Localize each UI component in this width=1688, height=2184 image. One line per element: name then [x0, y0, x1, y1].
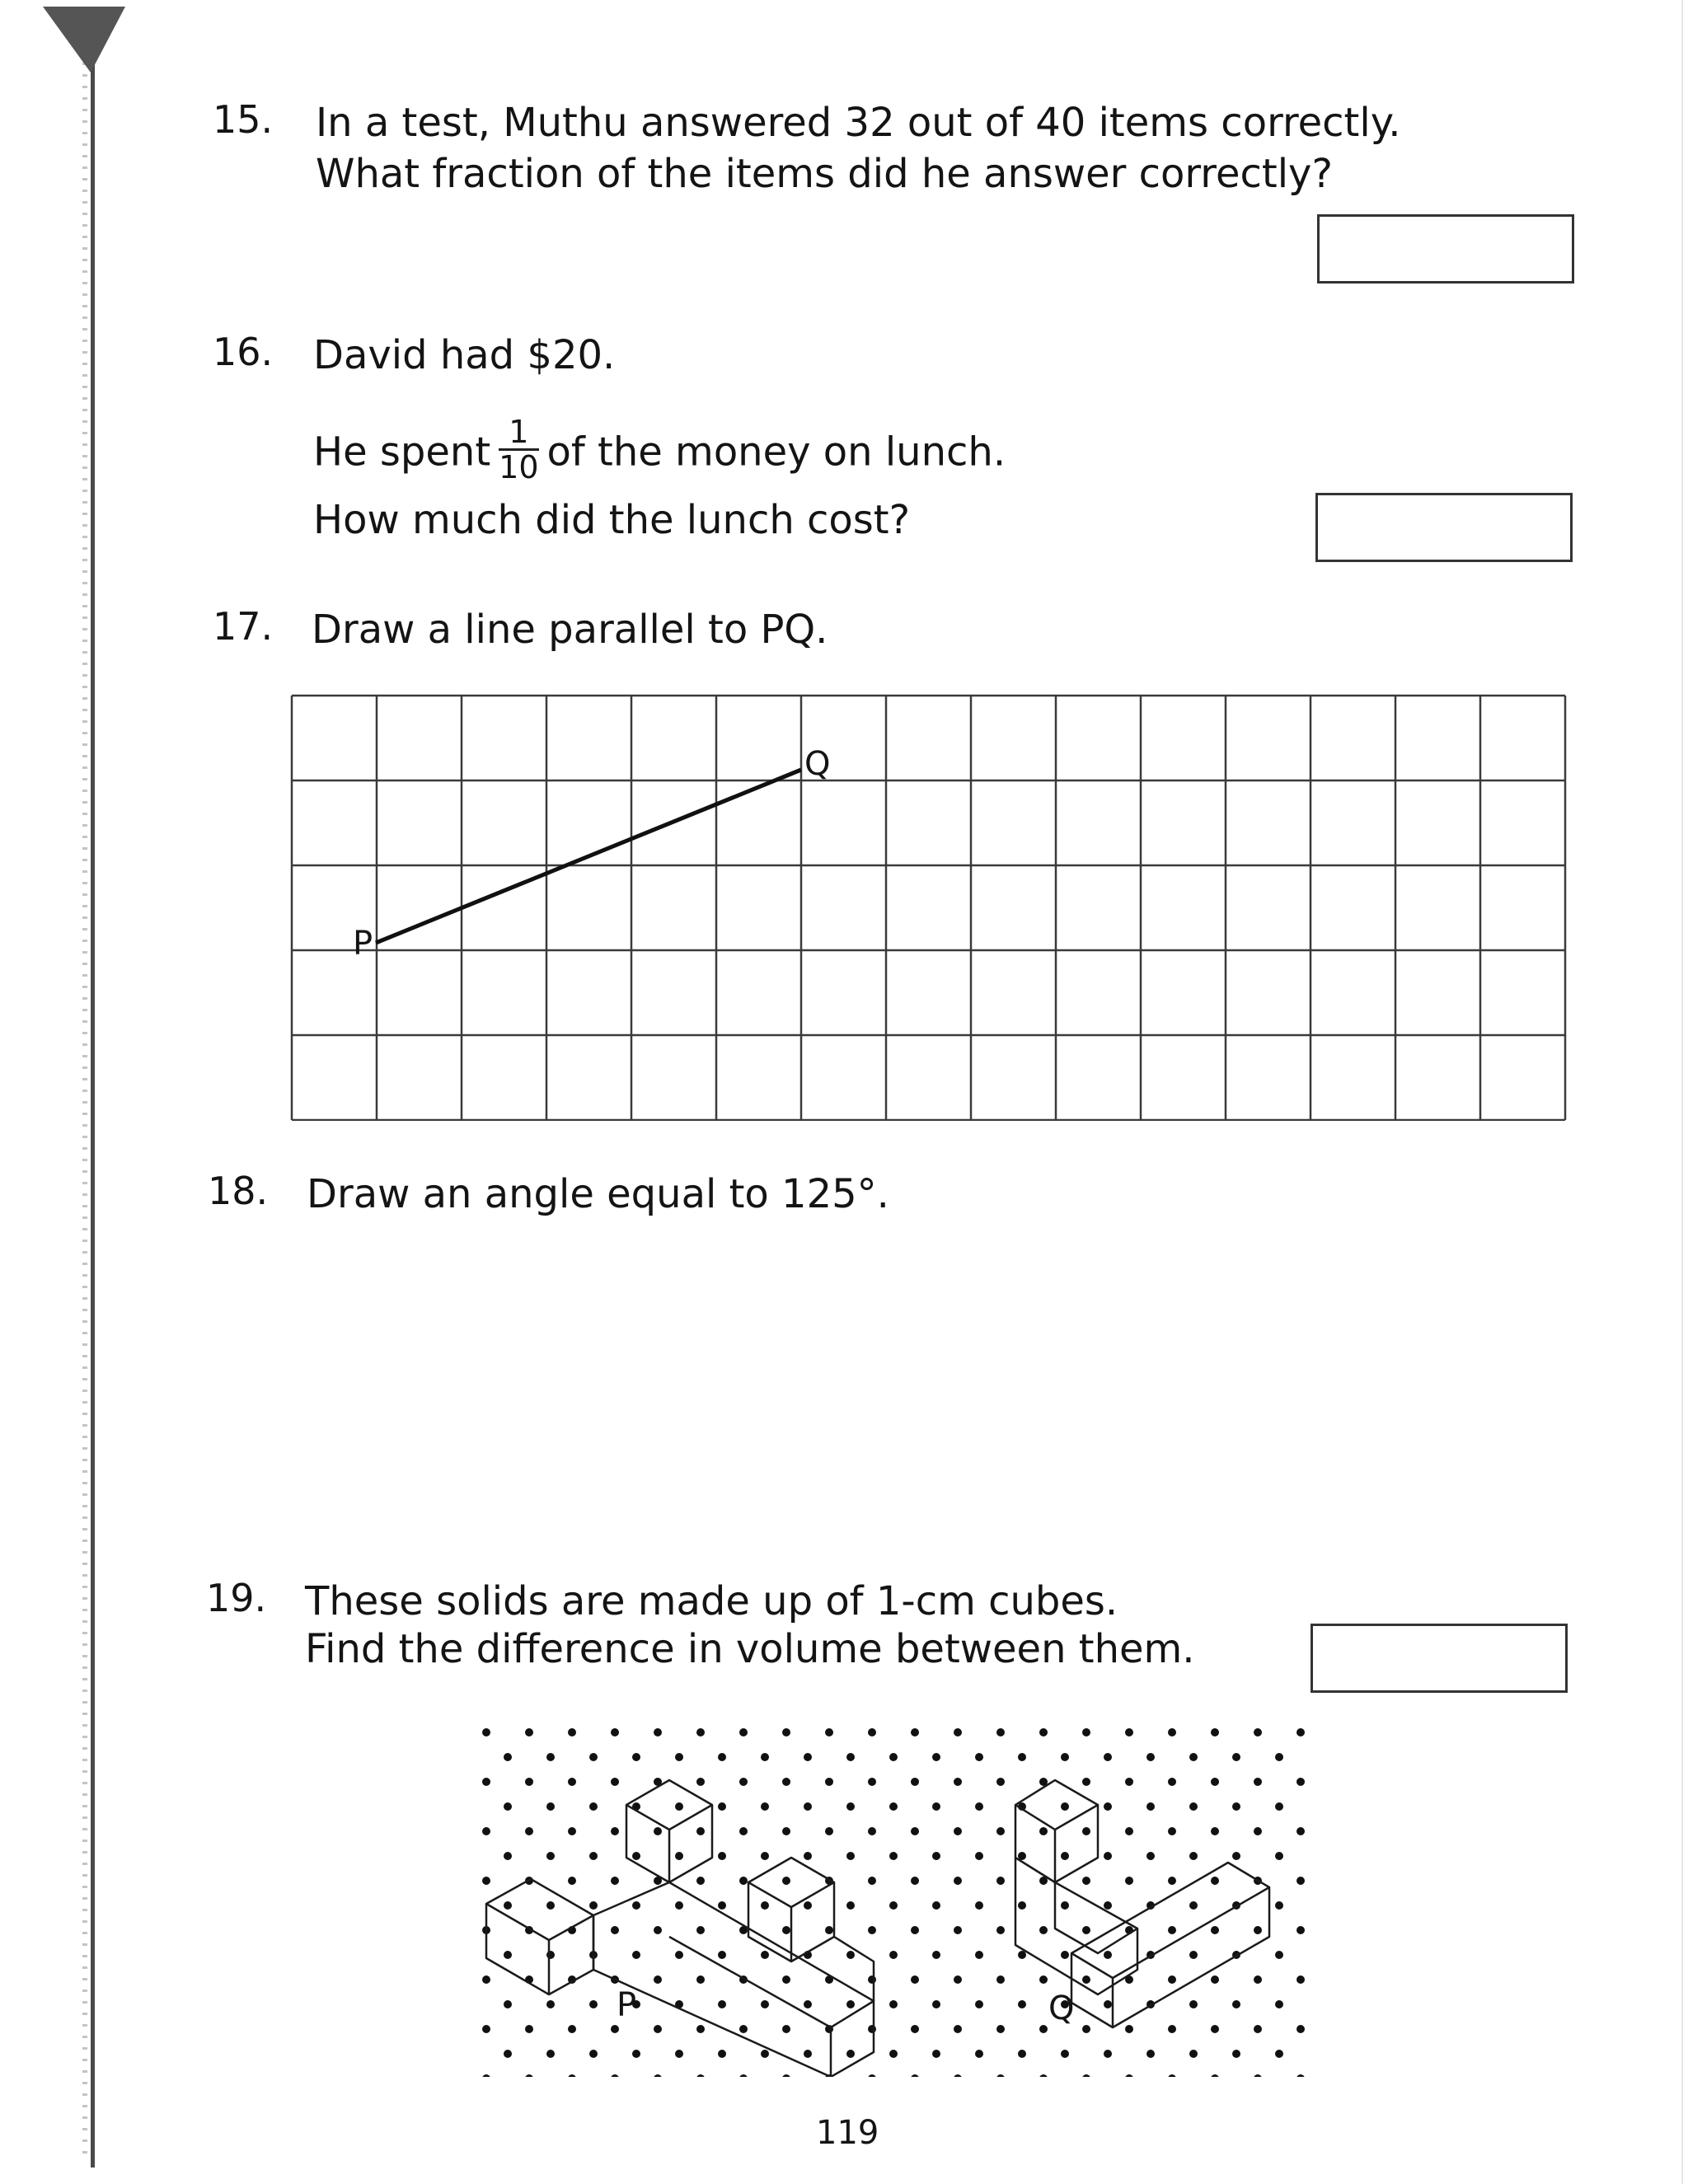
grid-dot: [1168, 1728, 1176, 1736]
grid-dot: [761, 1753, 769, 1761]
grid-dot: [1211, 1926, 1219, 1934]
grid-dot: [996, 1975, 1005, 1984]
grid-dot: [739, 1778, 748, 1786]
grid-dot: [482, 1975, 490, 1984]
spine-triangle-mark: [43, 7, 125, 73]
grid-dot: [1039, 2074, 1048, 2077]
grid-dot: [846, 1802, 855, 1811]
grid-dot: [1082, 1778, 1090, 1786]
grid-dot: [804, 2050, 812, 2058]
grid-dot: [632, 1951, 640, 1959]
grid-dot: [1082, 1728, 1090, 1736]
grid-dot: [1104, 1852, 1112, 1860]
grid-dot: [739, 1827, 748, 1835]
grid-dot: [654, 2074, 662, 2077]
question-17-line-1: Draw a line parallel to PQ.: [312, 607, 828, 653]
grid-dot: [611, 1926, 619, 1934]
grid-dot: [1104, 1753, 1112, 1761]
grid-dot: [1146, 1852, 1155, 1860]
grid-dot: [1296, 1728, 1305, 1736]
grid-dot: [546, 1753, 555, 1761]
grid-dot: [868, 1877, 876, 1885]
grid-dot: [825, 1827, 833, 1835]
grid-dot: [1296, 1877, 1305, 1885]
grid-dot: [868, 1926, 876, 1934]
point-p-label: P: [353, 925, 373, 963]
question-15-number: 15.: [213, 97, 274, 142]
grid-dot: [611, 1827, 619, 1835]
grid-dot: [1018, 2000, 1026, 2008]
grid-dot: [761, 1852, 769, 1860]
grid-dot: [482, 1827, 490, 1835]
grid-dot: [1125, 2074, 1133, 2077]
grid-dot: [1254, 1778, 1262, 1786]
grid-dot: [1168, 2074, 1176, 2077]
grid-dot: [868, 1827, 876, 1835]
grid-dot: [996, 2074, 1005, 2077]
grid-dot: [675, 1951, 683, 1959]
grid-dot: [632, 2050, 640, 2058]
grid-dot: [1039, 1827, 1048, 1835]
grid-dot: [1275, 1901, 1283, 1910]
grid-dot: [546, 2000, 555, 2008]
grid-dot: [825, 1778, 833, 1786]
grid-dot: [954, 1728, 962, 1736]
grid-dot: [654, 1926, 662, 1934]
isometric-dot-grid: [462, 1722, 1335, 2077]
square-grid[interactable]: [288, 692, 1574, 1121]
grid-dot: [846, 2050, 855, 2058]
grid-dot: [889, 1802, 898, 1811]
grid-dot: [975, 1951, 983, 1959]
grid-dot: [1211, 1778, 1219, 1786]
grid-dot: [696, 1975, 705, 1984]
grid-dot: [911, 1778, 919, 1786]
grid-dot: [546, 2050, 555, 2058]
grid-dot: [996, 1926, 1005, 1934]
grid-dot: [504, 1753, 512, 1761]
fraction-numerator: 1: [499, 415, 538, 451]
grid-dot: [1211, 1877, 1219, 1885]
grid-dot: [761, 1802, 769, 1811]
grid-dot: [932, 1802, 940, 1811]
grid-dot: [1168, 1975, 1176, 1984]
grid-dot: [889, 2000, 898, 2008]
grid-dot: [782, 2074, 790, 2077]
grid-dot: [782, 1975, 790, 1984]
page-edge-binding: [82, 16, 87, 2159]
grid-dot: [504, 1802, 512, 1811]
grid-dot: [889, 1852, 898, 1860]
grid-dot: [954, 1975, 962, 1984]
grid-dot: [889, 1901, 898, 1910]
grid-dot: [932, 2050, 940, 2058]
grid-dot: [825, 1926, 833, 1934]
page-number: 119: [816, 2114, 879, 2152]
grid-dot: [546, 1802, 555, 1811]
grid-dot: [846, 2000, 855, 2008]
grid-dot: [675, 1901, 683, 1910]
grid-dot: [1275, 1951, 1283, 1959]
grid-dot: [868, 2074, 876, 2077]
grid-dot: [1189, 1852, 1198, 1860]
grid-dot: [1168, 1778, 1176, 1786]
grid-dot: [1232, 1852, 1240, 1860]
grid-dot: [954, 1778, 962, 1786]
grid-dot: [782, 1728, 790, 1736]
grid-dot: [654, 1975, 662, 1984]
grid-dot: [954, 1877, 962, 1885]
grid-dot: [975, 2000, 983, 2008]
question-16-answer-box[interactable]: [1315, 493, 1573, 562]
grid-dot: [954, 2074, 962, 2077]
grid-dot: [632, 1753, 640, 1761]
grid-dot: [932, 2000, 940, 2008]
grid-dot: [1275, 1802, 1283, 1811]
grid-dot: [782, 2025, 790, 2033]
grid-dot: [1275, 2050, 1283, 2058]
grid-dot: [504, 1852, 512, 1860]
grid-dot: [975, 1901, 983, 1910]
grid-dot: [654, 2025, 662, 2033]
fraction-one-tenth: [499, 415, 538, 484]
grid-dot: [996, 2025, 1005, 2033]
grid-dot: [804, 1802, 812, 1811]
grid-dot: [718, 1753, 726, 1761]
grid-dot: [654, 1728, 662, 1736]
angle-drawing-space[interactable]: [307, 1236, 1543, 1549]
grid-dot: [1039, 2025, 1048, 2033]
grid-dot: [782, 1827, 790, 1835]
grid-dot: [482, 2025, 490, 2033]
grid-dot: [1168, 1877, 1176, 1885]
grid-dot: [1061, 1951, 1069, 1959]
grid-dot: [782, 1877, 790, 1885]
grid-dot: [975, 1753, 983, 1761]
grid-dot: [739, 2074, 748, 2077]
question-17-number: 17.: [213, 604, 274, 649]
grid-dot: [568, 1877, 576, 1885]
grid-dot: [761, 2000, 769, 2008]
grid-dot: [1232, 1753, 1240, 1761]
grid-dot: [546, 1901, 555, 1910]
grid-dot: [1296, 1827, 1305, 1835]
grid-dot: [1189, 1753, 1198, 1761]
grid-dot: [868, 1778, 876, 1786]
grid-dot: [868, 2025, 876, 2033]
grid-dot: [696, 2025, 705, 2033]
grid-dot: [568, 1778, 576, 1786]
question-18-line-1: Draw an angle equal to 125°.: [307, 1171, 889, 1217]
grid-dot: [1104, 1951, 1112, 1959]
grid-dot: [611, 1728, 619, 1736]
grid-dot: [1082, 1877, 1090, 1885]
point-q-label: Q: [804, 745, 831, 783]
grid-dot: [589, 1852, 598, 1860]
grid-dot: [911, 1975, 919, 1984]
grid-dot: [932, 1852, 940, 1860]
grid-dot: [546, 1852, 555, 1860]
question-18-number: 18.: [208, 1169, 269, 1213]
grid-dot: [1061, 1901, 1069, 1910]
grid-dot: [1082, 1926, 1090, 1934]
question-16-line-1: David had $20.: [313, 332, 616, 378]
grid-dot: [1146, 2050, 1155, 2058]
grid-dot: [589, 1901, 598, 1910]
grid-dot: [1082, 1975, 1090, 1984]
grid-dot: [846, 1852, 855, 1860]
grid-dot: [1275, 2000, 1283, 2008]
grid-dot: [1296, 2074, 1305, 2077]
question-16-number: 16.: [213, 330, 274, 374]
grid-dot: [911, 1827, 919, 1835]
grid-dot: [1061, 2050, 1069, 2058]
grid-dot: [1168, 2025, 1176, 2033]
grid-dot: [739, 1728, 748, 1736]
grid-dot: [911, 1728, 919, 1736]
grid-dot: [1082, 1827, 1090, 1835]
grid-dot: [1254, 1975, 1262, 1984]
grid-dot: [996, 1778, 1005, 1786]
grid-dot: [696, 1728, 705, 1736]
question-19-answer-box[interactable]: [1311, 1624, 1568, 1693]
grid-dot: [482, 1778, 490, 1786]
grid-dot: [911, 2025, 919, 2033]
grid-dot: [1254, 1728, 1262, 1736]
grid-dot: [1254, 2025, 1262, 2033]
question-19-line-2: Find the difference in volume between them.: [305, 1626, 1195, 1672]
grid-dot: [1168, 1827, 1176, 1835]
grid-dot: [504, 2000, 512, 2008]
grid-dot: [1211, 2025, 1219, 2033]
grid-dot: [804, 1753, 812, 1761]
grid-dot: [1189, 1951, 1198, 1959]
grid-dot: [1232, 2000, 1240, 2008]
grid-dot: [804, 1852, 812, 1860]
question-16-text-after: of the money on lunch.: [546, 429, 1006, 476]
grid-dot: [1189, 2000, 1198, 2008]
grid-dot: [846, 1951, 855, 1959]
grid-dot: [696, 1778, 705, 1786]
grid-dot: [1211, 1827, 1219, 1835]
grid-dot: [825, 1728, 833, 1736]
grid-dot: [568, 1728, 576, 1736]
grid-dot: [1189, 2050, 1198, 2058]
grid-dot: [1275, 1852, 1283, 1860]
grid-dot: [1018, 1951, 1026, 1959]
grid-dot: [611, 2074, 619, 2077]
segment-pq: [376, 770, 801, 943]
grid-dot: [718, 1901, 726, 1910]
grid-dot: [1189, 1901, 1198, 1910]
grid-dot: [1061, 1802, 1069, 1811]
grid-dot: [1296, 1778, 1305, 1786]
grid-dot: [975, 2050, 983, 2058]
grid-dot: [1125, 1728, 1133, 1736]
grid-dot: [696, 1827, 705, 1835]
grid-dot: [954, 1827, 962, 1835]
grid-dot: [1125, 1778, 1133, 1786]
grid-dot: [1082, 2025, 1090, 2033]
grid-dot: [1232, 2050, 1240, 2058]
grid-dot: [1018, 1753, 1026, 1761]
grid-dot: [675, 1753, 683, 1761]
grid-dot: [868, 1975, 876, 1984]
grid-dot: [889, 1753, 898, 1761]
grid-dot: [1296, 1926, 1305, 1934]
grid-dot: [1146, 1753, 1155, 1761]
grid-dot: [889, 2050, 898, 2058]
grid-dot: [804, 2000, 812, 2008]
grid-dot: [589, 1802, 598, 1811]
grid-dot: [1296, 1975, 1305, 1984]
grid-dot: [504, 2050, 512, 2058]
grid-dot: [482, 2074, 490, 2077]
grid-dot: [996, 1827, 1005, 1835]
grid-dot: [1232, 1802, 1240, 1811]
grid-dot: [718, 1802, 726, 1811]
grid-dot: [1018, 1901, 1026, 1910]
grid-dot: [1039, 1728, 1048, 1736]
grid-dot: [1104, 2050, 1112, 2058]
grid-dot: [718, 1852, 726, 1860]
grid-dot: [696, 1877, 705, 1885]
grid-dot: [1039, 1926, 1048, 1934]
question-15-line-2: What fraction of the items did he answer correctly?: [316, 151, 1333, 197]
grid-dot: [1211, 1975, 1219, 1984]
grid-dot: [1125, 1827, 1133, 1835]
grid-dot: [846, 1753, 855, 1761]
grid-dot: [504, 1951, 512, 1959]
grid-dot: [696, 2074, 705, 2077]
grid-dot: [718, 2050, 726, 2058]
grid-dot: [611, 1877, 619, 1885]
grid-dot: [718, 2000, 726, 2008]
grid-dot: [696, 1926, 705, 1934]
grid-dot: [996, 1728, 1005, 1736]
grid-dot: [568, 1827, 576, 1835]
grid-dot: [954, 2025, 962, 2033]
grid-dot: [568, 2074, 576, 2077]
grid-dot: [675, 1802, 683, 1811]
grid-dot: [911, 2074, 919, 2077]
grid-dot: [1061, 1852, 1069, 1860]
grid-dot: [525, 2074, 533, 2077]
grid-dot: [589, 2000, 598, 2008]
grid-dot: [1168, 1926, 1176, 1934]
grid-dot: [1296, 2025, 1305, 2033]
grid-dot: [1211, 1728, 1219, 1736]
grid-dot: [1039, 1975, 1048, 1984]
grid-dot: [589, 1753, 598, 1761]
grid-dot: [1104, 2000, 1112, 2008]
grid-dot: [868, 1728, 876, 1736]
grid-dot: [932, 1753, 940, 1761]
grid-dot: [1018, 2050, 1026, 2058]
question-16-line-2: [313, 414, 1006, 489]
solid-q-label: Q: [1048, 1990, 1075, 2027]
spine-line: [91, 8, 95, 2168]
grid-dot: [1189, 1802, 1198, 1811]
grid-dot: [482, 1877, 490, 1885]
grid-dot: [911, 1926, 919, 1934]
grid-dot: [654, 1827, 662, 1835]
grid-dot: [846, 1901, 855, 1910]
grid-dot: [632, 1901, 640, 1910]
grid-dot: [611, 1778, 619, 1786]
grid-dot: [1125, 2025, 1133, 2033]
grid-dot: [975, 1802, 983, 1811]
solid-p: [486, 1780, 874, 2077]
grid-dot: [932, 1901, 940, 1910]
grid-dot: [525, 2025, 533, 2033]
question-15-answer-box[interactable]: [1317, 214, 1574, 284]
grid-dot: [1254, 1827, 1262, 1835]
grid-dot: [525, 1778, 533, 1786]
grid-dot: [504, 1901, 512, 1910]
grid-dot: [1254, 1926, 1262, 1934]
grid-dot: [782, 1778, 790, 1786]
grid-dot: [525, 1728, 533, 1736]
question-15-line-1: In a test, Muthu answered 32 out of 40 items correctly.: [316, 100, 1401, 146]
question-19-number: 19.: [206, 1576, 267, 1620]
grid-dot: [782, 1926, 790, 1934]
grid-dot: [1104, 1901, 1112, 1910]
grid-dot: [1125, 1877, 1133, 1885]
grid-dot: [525, 1827, 533, 1835]
grid-dot: [718, 1951, 726, 1959]
right-page-edge: [1681, 0, 1683, 2184]
grid-dot: [996, 1877, 1005, 1885]
fraction-denominator: 10: [499, 449, 539, 485]
grid-dot: [1082, 2074, 1090, 2077]
grid-dot: [546, 1951, 555, 1959]
question-16-line-3: How much did the lunch cost?: [313, 497, 911, 543]
grid-dot: [954, 1926, 962, 1934]
grid-dot: [1275, 1753, 1283, 1761]
grid-dot: [675, 1852, 683, 1860]
grid-dot: [632, 1852, 640, 1860]
grid-dot: [589, 2050, 598, 2058]
solid-p-label: P: [617, 1986, 637, 2024]
grid-dot: [611, 2025, 619, 2033]
grid-dot: [761, 2050, 769, 2058]
grid-dot: [761, 1951, 769, 1959]
grid-dot: [804, 1901, 812, 1910]
grid-dot: [932, 1951, 940, 1959]
grid-dot: [482, 1728, 490, 1736]
question-16-text-before: He spent: [313, 429, 491, 476]
grid-dot: [1254, 2074, 1262, 2077]
grid-dot: [1211, 2074, 1219, 2077]
grid-dot: [761, 1901, 769, 1910]
grid-dot: [1104, 1802, 1112, 1811]
grid-dot: [975, 1852, 983, 1860]
grid-dot: [675, 2050, 683, 2058]
grid-dot: [1061, 1753, 1069, 1761]
grid-dot: [739, 2025, 748, 2033]
question-19-line-1: These solids are made up of 1-cm cubes.: [305, 1578, 1118, 1624]
grid-dot: [568, 2025, 576, 2033]
grid-dot: [889, 1951, 898, 1959]
grid-dot: [911, 1877, 919, 1885]
grid-dot: [739, 1877, 748, 1885]
grid-dot: [1146, 1802, 1155, 1811]
